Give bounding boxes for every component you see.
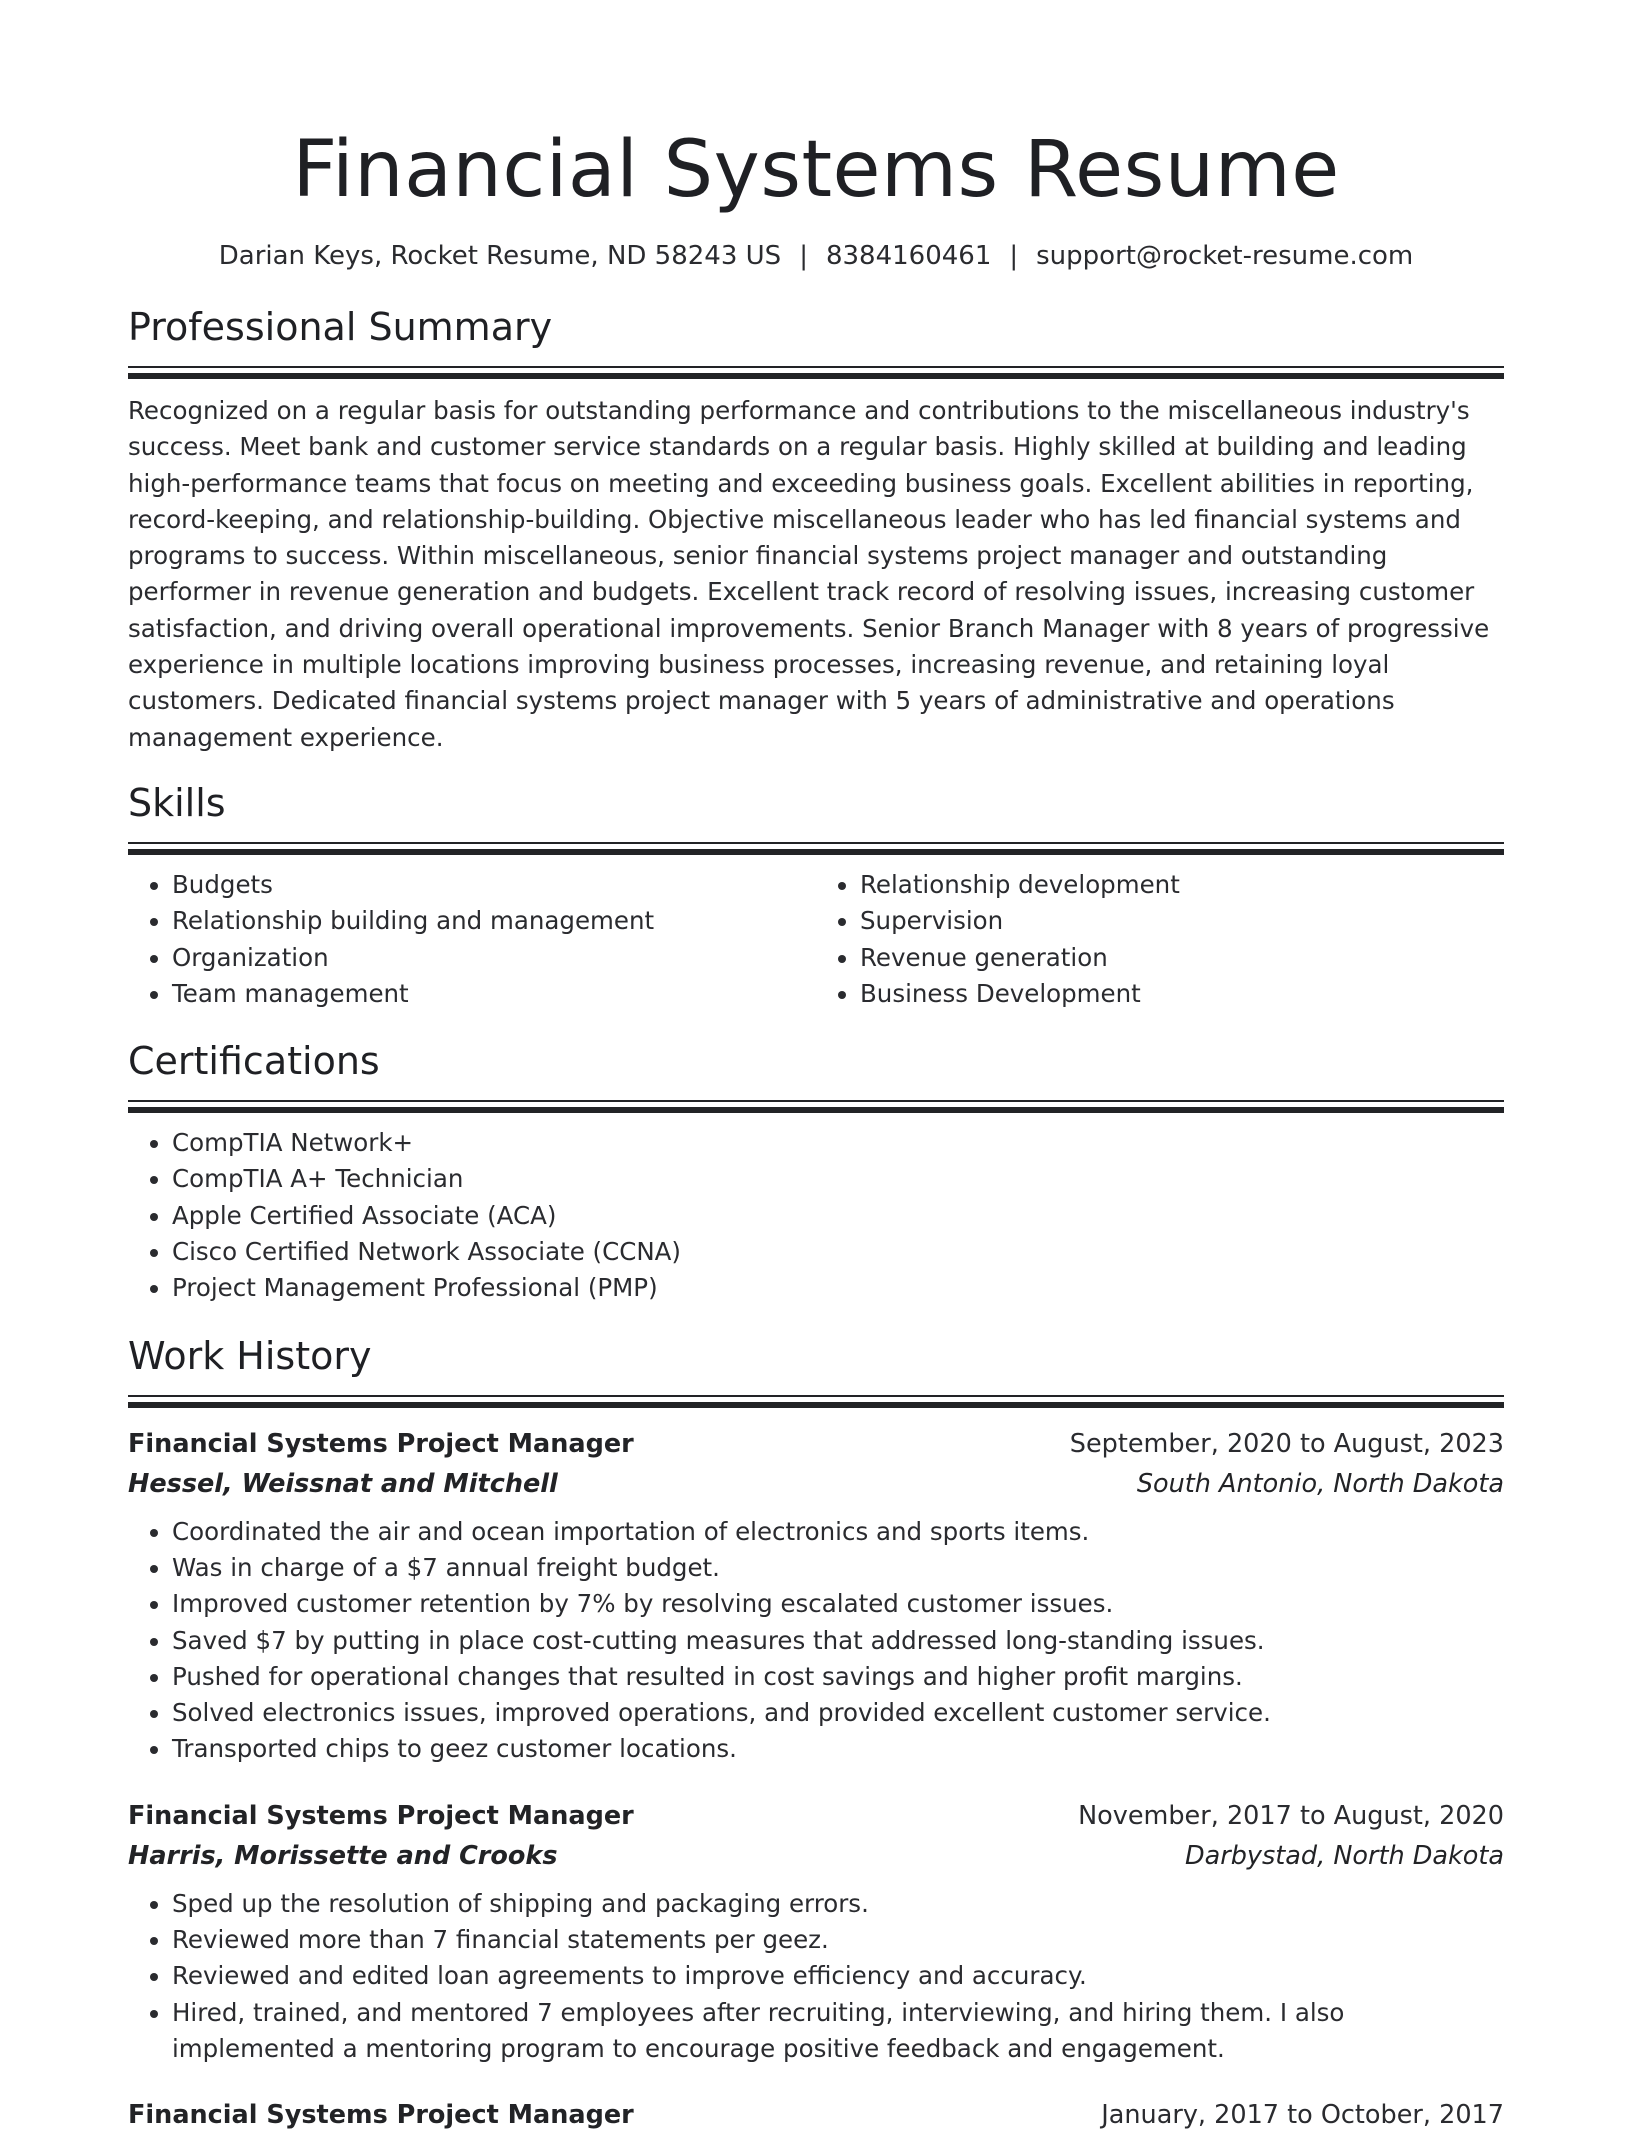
skills-list-left bbox=[128, 867, 816, 1012]
section-rule bbox=[128, 842, 1504, 844]
section-heading-summary: Professional Summary bbox=[128, 305, 553, 349]
job-subheader bbox=[128, 1836, 1504, 1876]
job-bullet: • Reviewed more than 7 financial statements per geez. bbox=[172, 1922, 1504, 1958]
contact-email[interactable]: support@rocket-resume.com bbox=[1036, 241, 1414, 271]
job-bullet: • Saved $7 by putting in place cost-cutting measures that addressed long-standing issues. bbox=[172, 1623, 1504, 1659]
certification-item: • Apple Certified Associate (ACA) bbox=[172, 1198, 1504, 1234]
job-header bbox=[128, 1796, 1504, 1836]
resume-page bbox=[128, 0, 1504, 2135]
job-company: Harris, Morissette and Crooks bbox=[128, 1840, 558, 1871]
skill-item: • Supervision bbox=[860, 903, 1504, 939]
skill-item: • Relationship development bbox=[860, 867, 1504, 903]
section-rule bbox=[128, 366, 1504, 368]
job-bullet: • Reviewed and edited loan agreements to improve efficiency and accuracy. bbox=[172, 1958, 1504, 1994]
resume-title: Financial Systems Resume bbox=[292, 125, 1340, 215]
job-title: Financial Systems Project Manager bbox=[128, 1800, 634, 1831]
certifications-list bbox=[128, 1125, 1504, 1306]
certifications-section bbox=[128, 1036, 1504, 1306]
job-location: Darbystad, North Dakota bbox=[1184, 1840, 1504, 1871]
skills-section bbox=[128, 778, 1504, 1012]
work-history-section bbox=[128, 1331, 1504, 2135]
job-bullet: • Was in charge of a $7 annual freight budget. bbox=[172, 1550, 1504, 1586]
contact-separator: | bbox=[1009, 241, 1019, 271]
certification-item: • CompTIA Network+ bbox=[172, 1125, 1504, 1161]
section-heading-certifications: Certifications bbox=[128, 1039, 380, 1084]
job-bullet: • Improved customer retention by 7% by resolving escalated customer issues. bbox=[172, 1586, 1504, 1622]
skill-item: • Team management bbox=[172, 976, 816, 1012]
certification-item: • Cisco Certified Network Associate (CCNA) bbox=[172, 1234, 1504, 1270]
job-bullet: • Hired, trained, and mentored 7 employees after recruiting, interviewing, and hiring them. I also implemented a mentoring program to encourage positive feedback and engagement. bbox=[172, 1995, 1504, 2068]
summary-section bbox=[128, 302, 1504, 756]
job-location: South Antonio, North Dakota bbox=[1136, 1468, 1504, 1499]
contact-separator: | bbox=[799, 241, 808, 271]
job-dates: November, 2017 to August, 2020 bbox=[1078, 1800, 1504, 1831]
job-entry bbox=[128, 1424, 1504, 1768]
job-bullet: • Coordinated the air and ocean importation of electronics and sports items. bbox=[172, 1514, 1504, 1550]
summary-text: Recognized on a regular basis for outstanding performance and contributions to the miscellaneous industry's success. Meet bank and customer service standards on a regular basis. Highly skilled at building and leading high-performance teams that focus on meeting and exceeding business goals. Excellent abilities in reporting, record-keeping, and relationship-building. Objective miscellaneous leader who has led financial systems and programs to success. Within miscellaneous, senior financial systems project manager and outstanding performer in revenue generation and budgets. Excellent track record of resolving issues, increasing customer satisfaction, and driving overall operational improvements. Senior Branch Manager with 8 years of progressive experience in multiple locations improving business processes, increasing revenue, and retaining loyal customers. Dedicated financial systems project manager with 5 years of administrative and operations management experience. bbox=[128, 396, 1490, 752]
job-bullets bbox=[128, 1886, 1504, 2067]
section-heading-work-history: Work History bbox=[128, 1333, 372, 1378]
job-entry bbox=[128, 2095, 1504, 2135]
skill-item: • Budgets bbox=[172, 867, 816, 903]
job-bullet: • Sped up the resolution of shipping and packaging errors. bbox=[172, 1886, 1504, 1922]
skill-item: • Revenue generation bbox=[860, 940, 1504, 976]
job-dates: January, 2017 to October, 2017 bbox=[1101, 2100, 1504, 2131]
job-subheader bbox=[128, 1464, 1504, 1504]
job-header bbox=[128, 2095, 1504, 2135]
job-title: Financial Systems Project Manager bbox=[128, 1428, 634, 1459]
skill-item: • Relationship building and management bbox=[172, 903, 816, 939]
job-bullet: • Transported chips to geez customer locations. bbox=[172, 1731, 1504, 1767]
certification-item: • Project Management Professional (PMP) bbox=[172, 1270, 1504, 1306]
skills-list-right bbox=[816, 867, 1504, 1012]
contact-address: Darian Keys, Rocket Resume, ND 58243 US bbox=[218, 241, 782, 271]
job-bullet: • Pushed for operational changes that resulted in cost savings and higher profit margins. bbox=[172, 1659, 1504, 1695]
contact-phone: 8384160461 bbox=[825, 241, 992, 271]
job-title: Financial Systems Project Manager bbox=[128, 2100, 634, 2131]
section-rule bbox=[128, 1100, 1504, 1102]
job-bullets bbox=[128, 1514, 1504, 1768]
section-rule-thick bbox=[128, 1107, 1504, 1113]
section-rule-thick bbox=[128, 373, 1504, 379]
job-header bbox=[128, 1424, 1504, 1464]
job-dates: September, 2020 to August, 2023 bbox=[1069, 1428, 1504, 1459]
section-rule bbox=[128, 1395, 1504, 1397]
skills-grid bbox=[128, 855, 1504, 1012]
skill-item: • Organization bbox=[172, 940, 816, 976]
certification-item: • CompTIA A+ Technician bbox=[172, 1161, 1504, 1197]
section-rule-thick bbox=[128, 1402, 1504, 1408]
job-entry bbox=[128, 1796, 1504, 2067]
job-bullet: • Solved electronics issues, improved operations, and provided excellent customer service. bbox=[172, 1695, 1504, 1731]
job-company: Hessel, Weissnat and Mitchell bbox=[128, 1468, 558, 1499]
skill-item: • Business Development bbox=[860, 976, 1504, 1012]
section-heading-skills: Skills bbox=[128, 780, 226, 825]
contact-line bbox=[128, 238, 1504, 274]
